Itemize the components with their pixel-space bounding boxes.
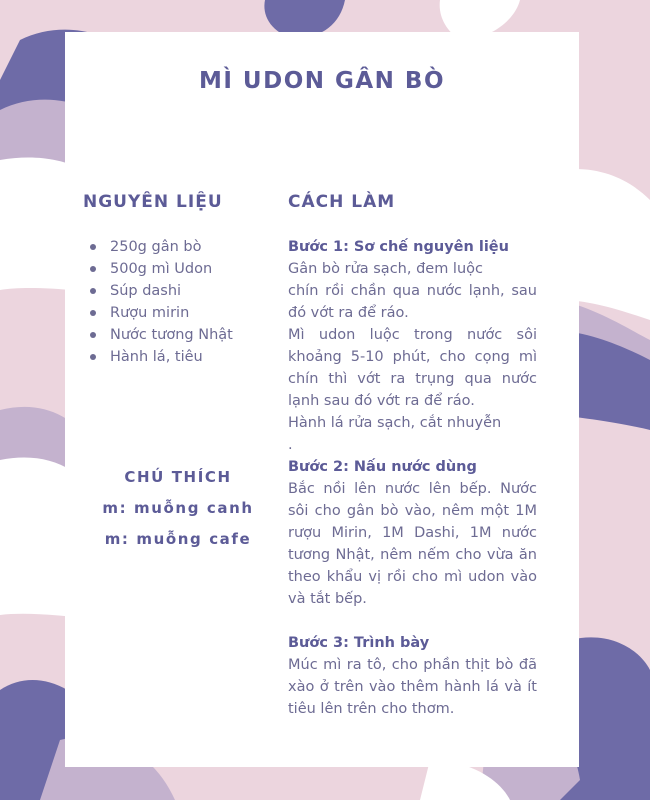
ingredient-item: Nước tương Nhật (83, 324, 273, 346)
ingredient-item: Hành lá, tiêu (83, 346, 273, 368)
ingredient-item: 500g mì Udon (83, 258, 273, 280)
left-column (83, 192, 273, 548)
recipe-title: MÌ UDON GÂN BÒ (198, 68, 446, 94)
step-title: Bước 1: Sơ chế nguyên liệu (288, 239, 509, 255)
notes-section (83, 462, 273, 555)
step-title: Bước 3: Trình bày (288, 635, 430, 651)
note-line: m: muỗng canh (102, 499, 254, 517)
method-heading: CÁCH LÀM (288, 192, 396, 212)
step-text: Mì udon luộc trong nước sôi khoảng 5-10 phút, cho cọng mì chín thì vớt ra trụng qua nước lạnh sau đó vớt ra để ráo. (288, 327, 537, 409)
ingredients-list (83, 236, 273, 368)
step-text: . (288, 437, 293, 453)
step-text: Hành lá rửa sạch, cắt nhuyễn (288, 415, 502, 431)
step-text: chín rồi chần qua nước lạnh, sau đó vớt ra để ráo. (288, 283, 537, 321)
ingredient-item: Súp dashi (83, 280, 273, 302)
spacer (288, 610, 537, 632)
notes-heading: CHÚ THÍCH (124, 468, 232, 486)
step-title: Bước 2: Nấu nước dùng (288, 459, 477, 475)
step-text: Bắc nồi lên nước lên bếp. Nước sôi cho gân bò vào, nêm một 1M rượu Mirin, 1M Dashi, 1M nước tương Nhật, nêm nếm cho vừa ăn theo khẩu vị rồi cho mì udon vào và tắt bếp. (288, 481, 537, 607)
step-text: Múc mì ra tô, cho phần thịt bò đã xào ở trên vào thêm hành lá và ít tiêu lên trên cho thơm. (288, 657, 537, 717)
ingredients-heading: NGUYÊN LIỆU (83, 192, 223, 212)
ingredient-item: 250g gân bò (83, 236, 273, 258)
note-line: m: muỗng cafe (104, 530, 252, 548)
step-text: Gân bò rửa sạch, đem luộc (288, 261, 483, 277)
recipe-card (65, 32, 579, 767)
ingredient-item: Rượu mirin (83, 302, 273, 324)
right-column (288, 192, 537, 720)
method-steps (288, 236, 537, 720)
